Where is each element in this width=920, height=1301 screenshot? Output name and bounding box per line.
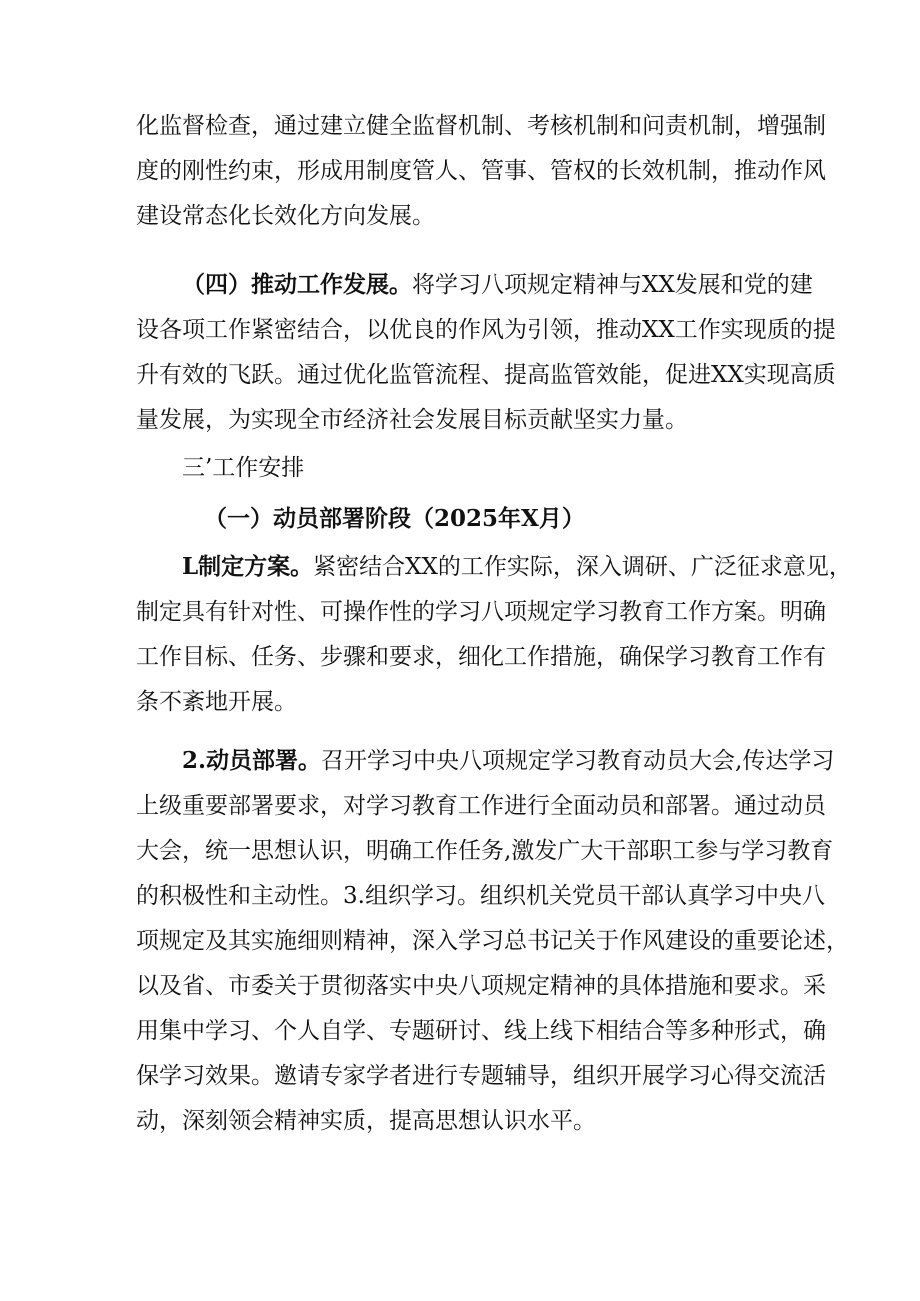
text-line: 升有效的飞跃。通过优化监管流程、提高监管效能，促进XX实现高质 [136, 362, 836, 388]
text-line: 大会，统一思想认识，明确工作任务,激发广大干部职工参与学习教育 [136, 838, 834, 864]
text-line: 建设常态化长效化方向发展。 [136, 203, 435, 229]
text-line: 制定具有针对性、可操作性的学习八项规定学习教育工作方案。明确 [136, 599, 826, 625]
paragraph-text: 将学习八项规定精神与XX发展和党的建 [412, 272, 813, 298]
text-line: 化监督检查，通过建立健全监督机制、考核机制和问责机制，增强制 [136, 113, 826, 139]
text-line: 工作目标、任务、步骤和要求，细化工作措施，确保学习教育工作有 [136, 644, 826, 670]
paragraph-supervision [136, 104, 826, 239]
section-heading [136, 446, 796, 491]
text-line: 条不紊地开展。 [136, 689, 297, 715]
subsection-title: （一）动员部署阶段（2025年X月） [204, 505, 585, 532]
subsection-heading [136, 496, 796, 541]
text-line-first [136, 544, 852, 590]
text-line-first [136, 262, 813, 308]
item-heading: L制定方案。 [182, 553, 314, 580]
text-line-first [136, 738, 835, 784]
section-title: 三’工作安排 [182, 455, 305, 481]
paragraph-promote-work [136, 262, 836, 443]
text-line: 量发展，为实现全市经济社会发展目标贡献坚实力量。 [136, 407, 688, 433]
item-text: 紧密结合XX的工作实际，深入调研、广泛征求意见， [313, 554, 852, 580]
text-line: 的积极性和主动性。3.组织学习。组织机关党员干部认真学习中央八 [136, 883, 825, 909]
text-line: 设各项工作紧密结合，以优良的作风为引领，推动XX工作实现质的提 [136, 317, 836, 343]
text-line: 用集中学习、个人自学、专题研讨、线上线下相结合等多种形式，确 [136, 1018, 826, 1044]
paragraph-heading: （四）推动工作发展。 [182, 271, 412, 298]
item-mobilization [136, 738, 849, 1144]
text-line: 保学习效果。邀请专家学者进行专题辅导，组织开展学习心得交流活 [136, 1063, 826, 1089]
item-make-plan [136, 544, 852, 725]
text-line: 以及省、市委关于贯彻落实中央八项规定精神的具体措施和要求。采 [136, 973, 826, 999]
text-line: 动，深刻领会精神实质，提高思想认识水平。 [136, 1108, 596, 1134]
text-line: 度的刚性约束，形成用制度管人、管事、管权的长效机制，推动作风 [136, 158, 826, 184]
item-text: 召开学习中央八项规定学习教育动员大会,传达学习 [321, 748, 835, 774]
item-heading: 2.动员部署。 [182, 747, 322, 774]
text-line: 项规定及其实施细则精神，深入学习总书记关于作风建设的重要论述， [136, 928, 849, 954]
text-line: 上级重要部署要求，对学习教育工作进行全面动员和部署。通过动员 [136, 793, 826, 819]
